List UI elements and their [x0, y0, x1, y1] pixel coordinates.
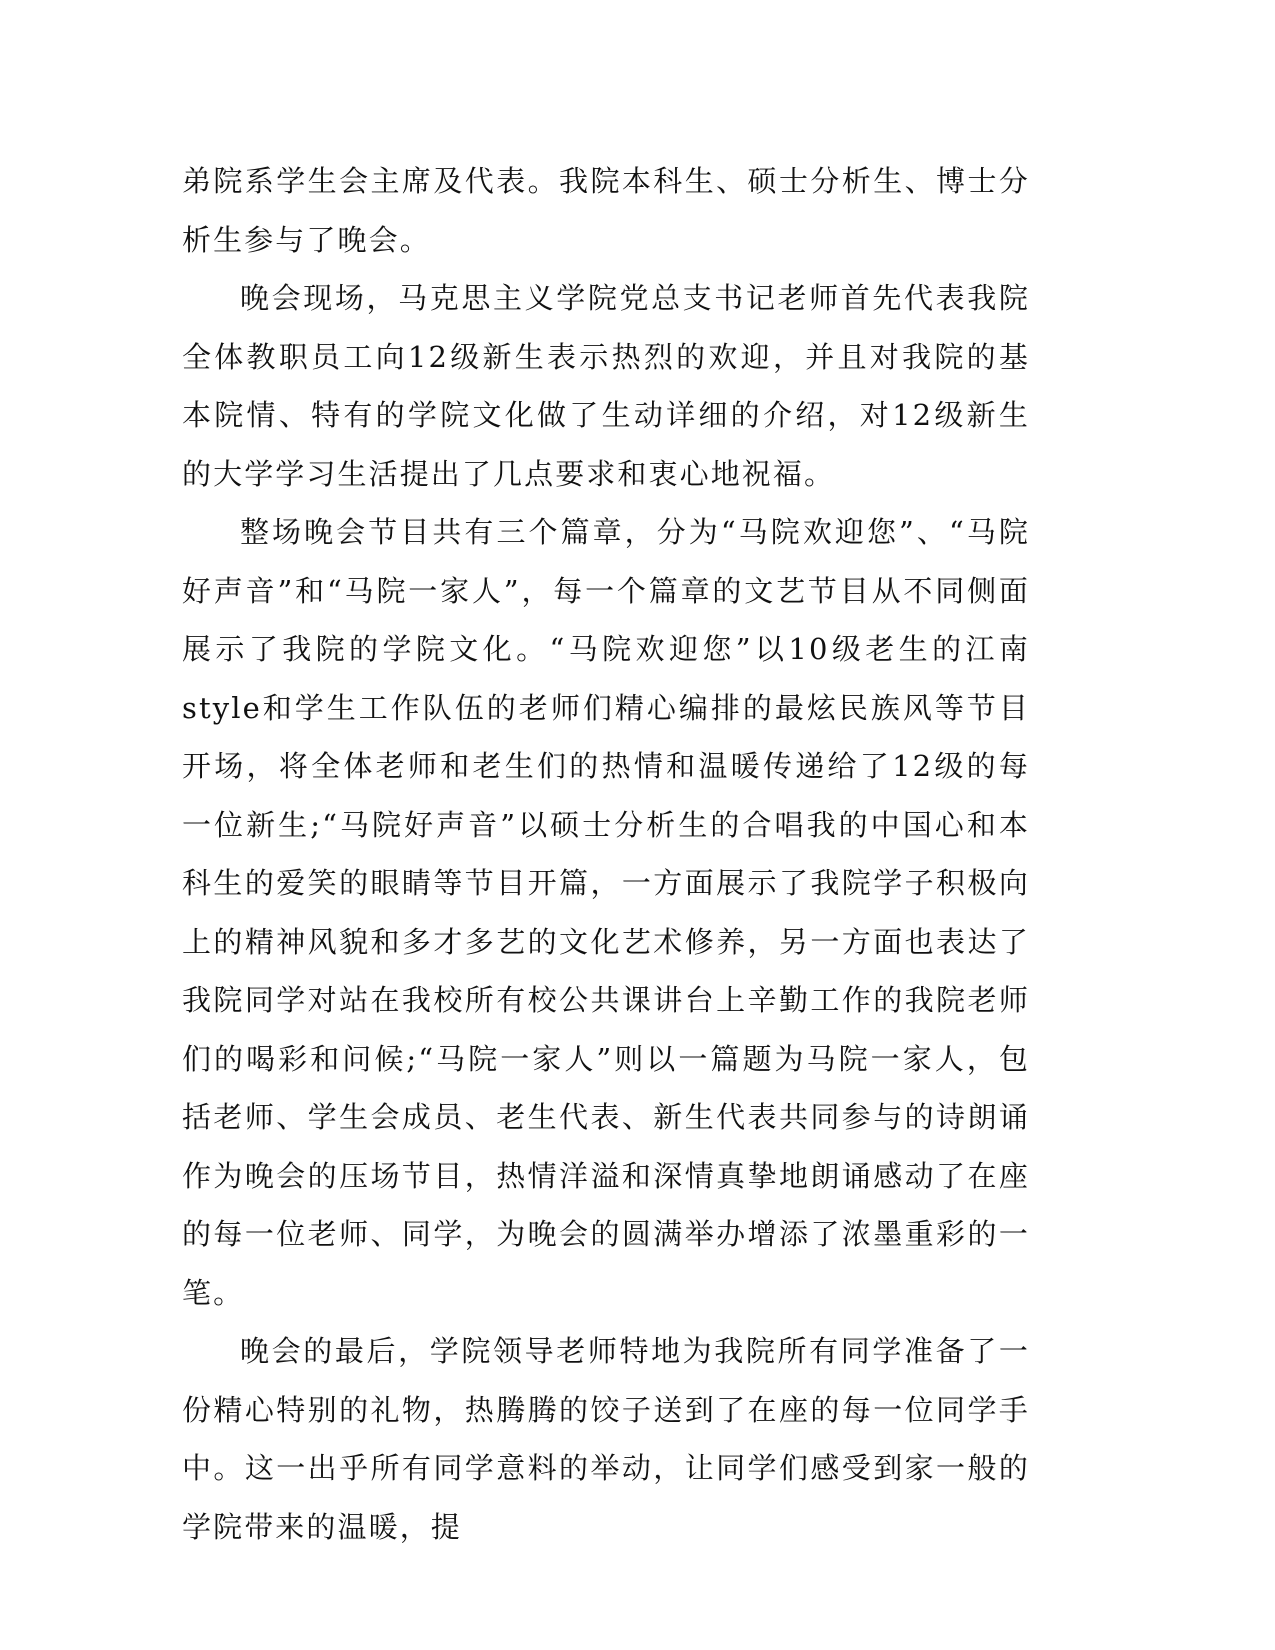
paragraph-2: 晚会现场，马克思主义学院党总支书记老师首先代表我院全体教职员工向12级新生表示热烈的欢迎，并且对我院的基本院情、特有的学院文化做了生动详细的介绍，对12级新生的大学学习生活提出了几点要求和衷心地祝福。 — [182, 281, 1030, 491]
paragraph-3: 整场晚会节目共有三个篇章，分为“马院欢迎您”、“马院好声音”和“马院一家人”，每一个篇章的文艺节目从不同侧面展示了我院的学院文化。“马院欢迎您”以10级老生的江南style和学生工作队伍的老师们精心编排的最炫民族风等节目开场，将全体老师和老生们的热情和温暖传递给了12级的每一位新生;“马院好声音”以硕士分析生的合唱我的中国心和本科生的爱笑的眼睛等节目开篇，一方面展示了我院学子积极向上的精神风貌和多才多艺的文化艺术修养，另一方面也表达了我院同学对站在我校所有校公共课讲台上辛勤工作的我院老师们的喝彩和问候;“马院一家人”则以一篇题为马院一家人，包括老师、学生会成员、老生代表、新生代表共同参与的诗朗诵作为晚会的压场节目，热情洋溢和深情真挚地朗诵感动了在座的每一位老师、同学，为晚会的圆满举办增添了浓墨重彩的一笔。 — [182, 515, 1030, 1310]
paragraph-1: 弟院系学生会主席及代表。我院本科生、硕士分析生、博士分析生参与了晚会。 — [182, 164, 1030, 257]
document-body — [182, 152, 1030, 1556]
paragraph-4: 晚会的最后，学院领导老师特地为我院所有同学准备了一份精心特别的礼物，热腾腾的饺子送到了在座的每一位同学手中。这一出乎所有同学意料的举动，让同学们感受到家一般的学院带来的温暖，提 — [182, 1334, 1030, 1544]
